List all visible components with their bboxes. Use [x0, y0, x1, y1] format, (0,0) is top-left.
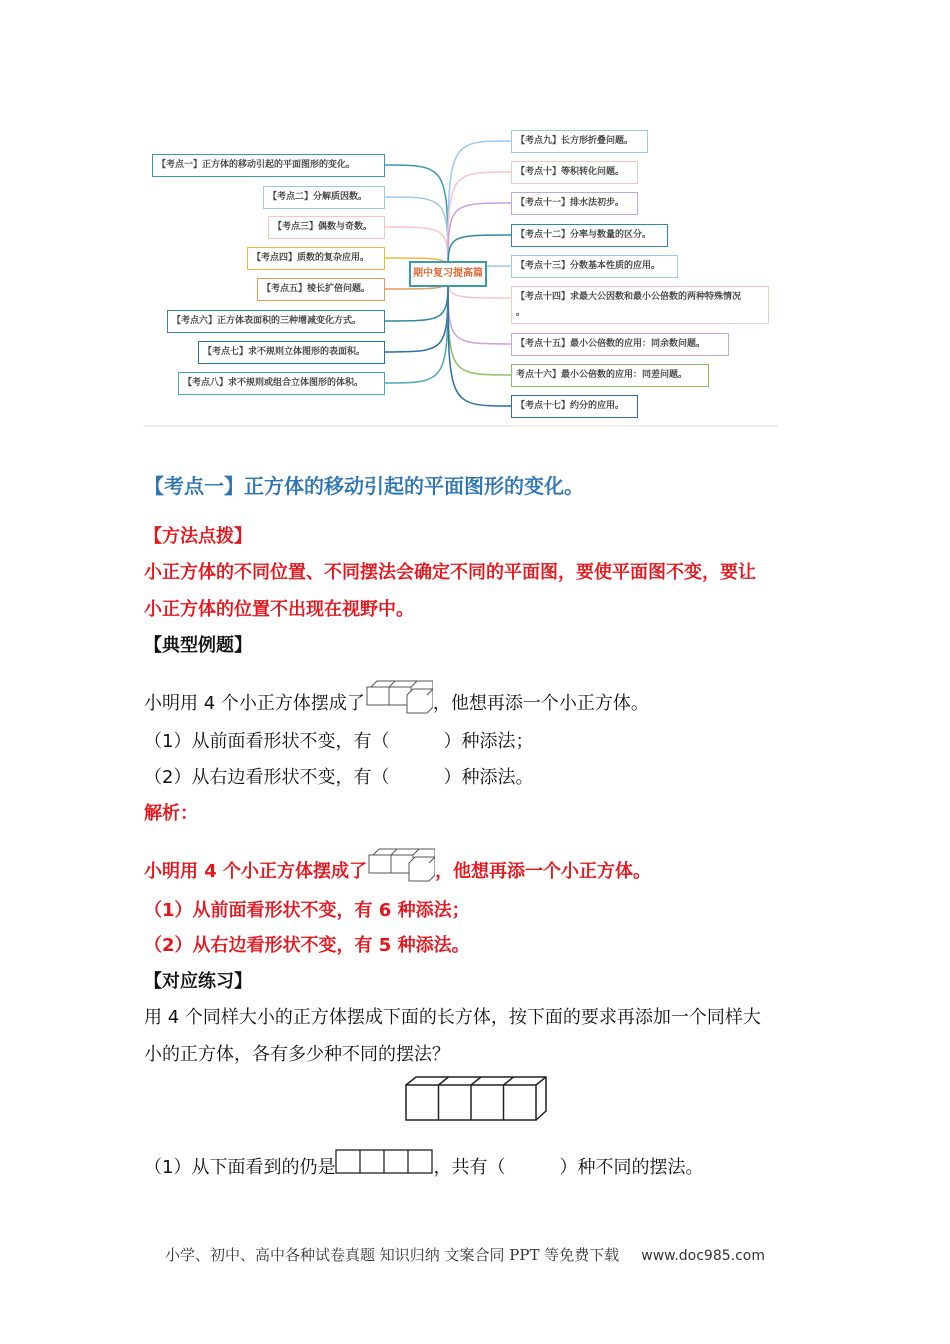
mindmap-node-right: 【考点十七】约分的应用。 [511, 395, 638, 418]
mindmap-node-left: 【考点三】偶数与奇数。 [268, 216, 385, 239]
mindmap-node-right: 【考点十】等积转化问题。 [511, 161, 638, 184]
cube-figure [365, 679, 433, 715]
answer-text: 小明用 4 个小正方体摆成了 [144, 861, 368, 882]
footer [165, 1244, 765, 1265]
mindmap-node-right: 【考点十一】排水法初步。 [511, 192, 638, 215]
question-1: （1）从前面看形状不变，有（ ）种添法； [144, 731, 534, 752]
mindmap-connectors [0, 0, 950, 440]
example-text: 小明用 4 个小正方体摆成了 [144, 693, 365, 714]
mindmap-node-right: 考点十六】最小公倍数的应用：同差问题。 [511, 364, 709, 387]
cube-figure [367, 847, 435, 883]
example-text: ，他想再添一个小正方体。 [432, 693, 649, 714]
footer-text: 小学、初中、高中各种试卷真题 知识归纳 文案合同 PPT 等免费下载 [165, 1246, 620, 1264]
mindmap-node-left: 【考点二】分解质因数。 [263, 186, 385, 209]
mindmap-node-left: 【考点七】求不规则立体图形的表面积。 [198, 341, 385, 364]
answer-1: （1）从前面看形状不变，有 6 种添法； [144, 900, 470, 921]
answer-text: ，他想再添一个小正方体。 [435, 861, 652, 882]
practice-text: ，共有（ ）种不同的摆法。 [433, 1157, 704, 1178]
practice-line-1: 用 4 个同样大小的正方体摆成下面的长方体，按下面的要求再添加一个同样大 [144, 1007, 761, 1028]
mindmap-node-left: 【考点五】棱长扩倍问题。 [257, 278, 385, 301]
mindmap-node-left: 【考点六】正方体表面积的三种增减变化方式。 [167, 310, 385, 333]
answer-2: （2）从右边看形状不变，有 5 种添法。 [144, 935, 470, 956]
method-line-2: 小正方体的位置不出现在视野中。 [144, 599, 414, 620]
mindmap-node-right: 【考点九】长方形折叠问题。 [511, 130, 648, 153]
mindmap-node-left: 【考点一】正方体的移动引起的平面图形的变化。 [152, 154, 385, 177]
mindmap-node-left: 【考点八】求不规则或组合立体图形的体积。 [178, 372, 385, 395]
question-2: （2）从右边看形状不变，有（ ）种添法。 [144, 767, 534, 788]
mindmap-node-right: 【考点十四】求最大公因数和最小公倍数的两种特殊情况 。 [511, 286, 769, 324]
example-title: 【典型例题】 [144, 635, 252, 656]
method-line-1: 小正方体的不同位置、不同摆法会确定不同的平面图，要使平面图不变，要让 [144, 562, 756, 583]
mindmap-connector [448, 172, 511, 274]
mindmap-connector [385, 274, 448, 383]
method-title: 【方法点拨】 [144, 526, 252, 547]
mindmap-connector [448, 274, 511, 406]
practice-title: 【对应练习】 [144, 971, 252, 992]
practice-line-2: 小的正方体，各有多少种不同的摆法？ [144, 1044, 450, 1065]
answer-intro [144, 847, 651, 883]
section-heading: 【考点一】正方体的移动引起的平面图形的变化。 [144, 474, 584, 498]
mindmap-node-right: 【考点十二】分率与数量的区分。 [511, 224, 668, 247]
mindmap-node-right: 【考点十三】分数基本性质的应用。 [511, 255, 678, 278]
mindmap-connector [448, 141, 511, 274]
mindmap-node-right: 【考点十五】最小公倍数的应用：同余数问题。 [511, 333, 729, 356]
mindmap-node-left: 【考点四】质数的复杂应用。 [247, 247, 385, 270]
bottom-view-figure [335, 1149, 433, 1175]
mindmap-connector [448, 274, 511, 375]
practice-question-1 [144, 1149, 703, 1179]
mindmap-center: 期中复习提高篇 [409, 261, 487, 287]
analysis-title: 解析： [144, 803, 198, 824]
example-question [144, 679, 649, 715]
footer-link[interactable]: www.doc985.com [641, 1248, 766, 1264]
cuboid-figure [404, 1075, 550, 1123]
practice-text: （1）从下面看到的仍是 [144, 1157, 336, 1178]
